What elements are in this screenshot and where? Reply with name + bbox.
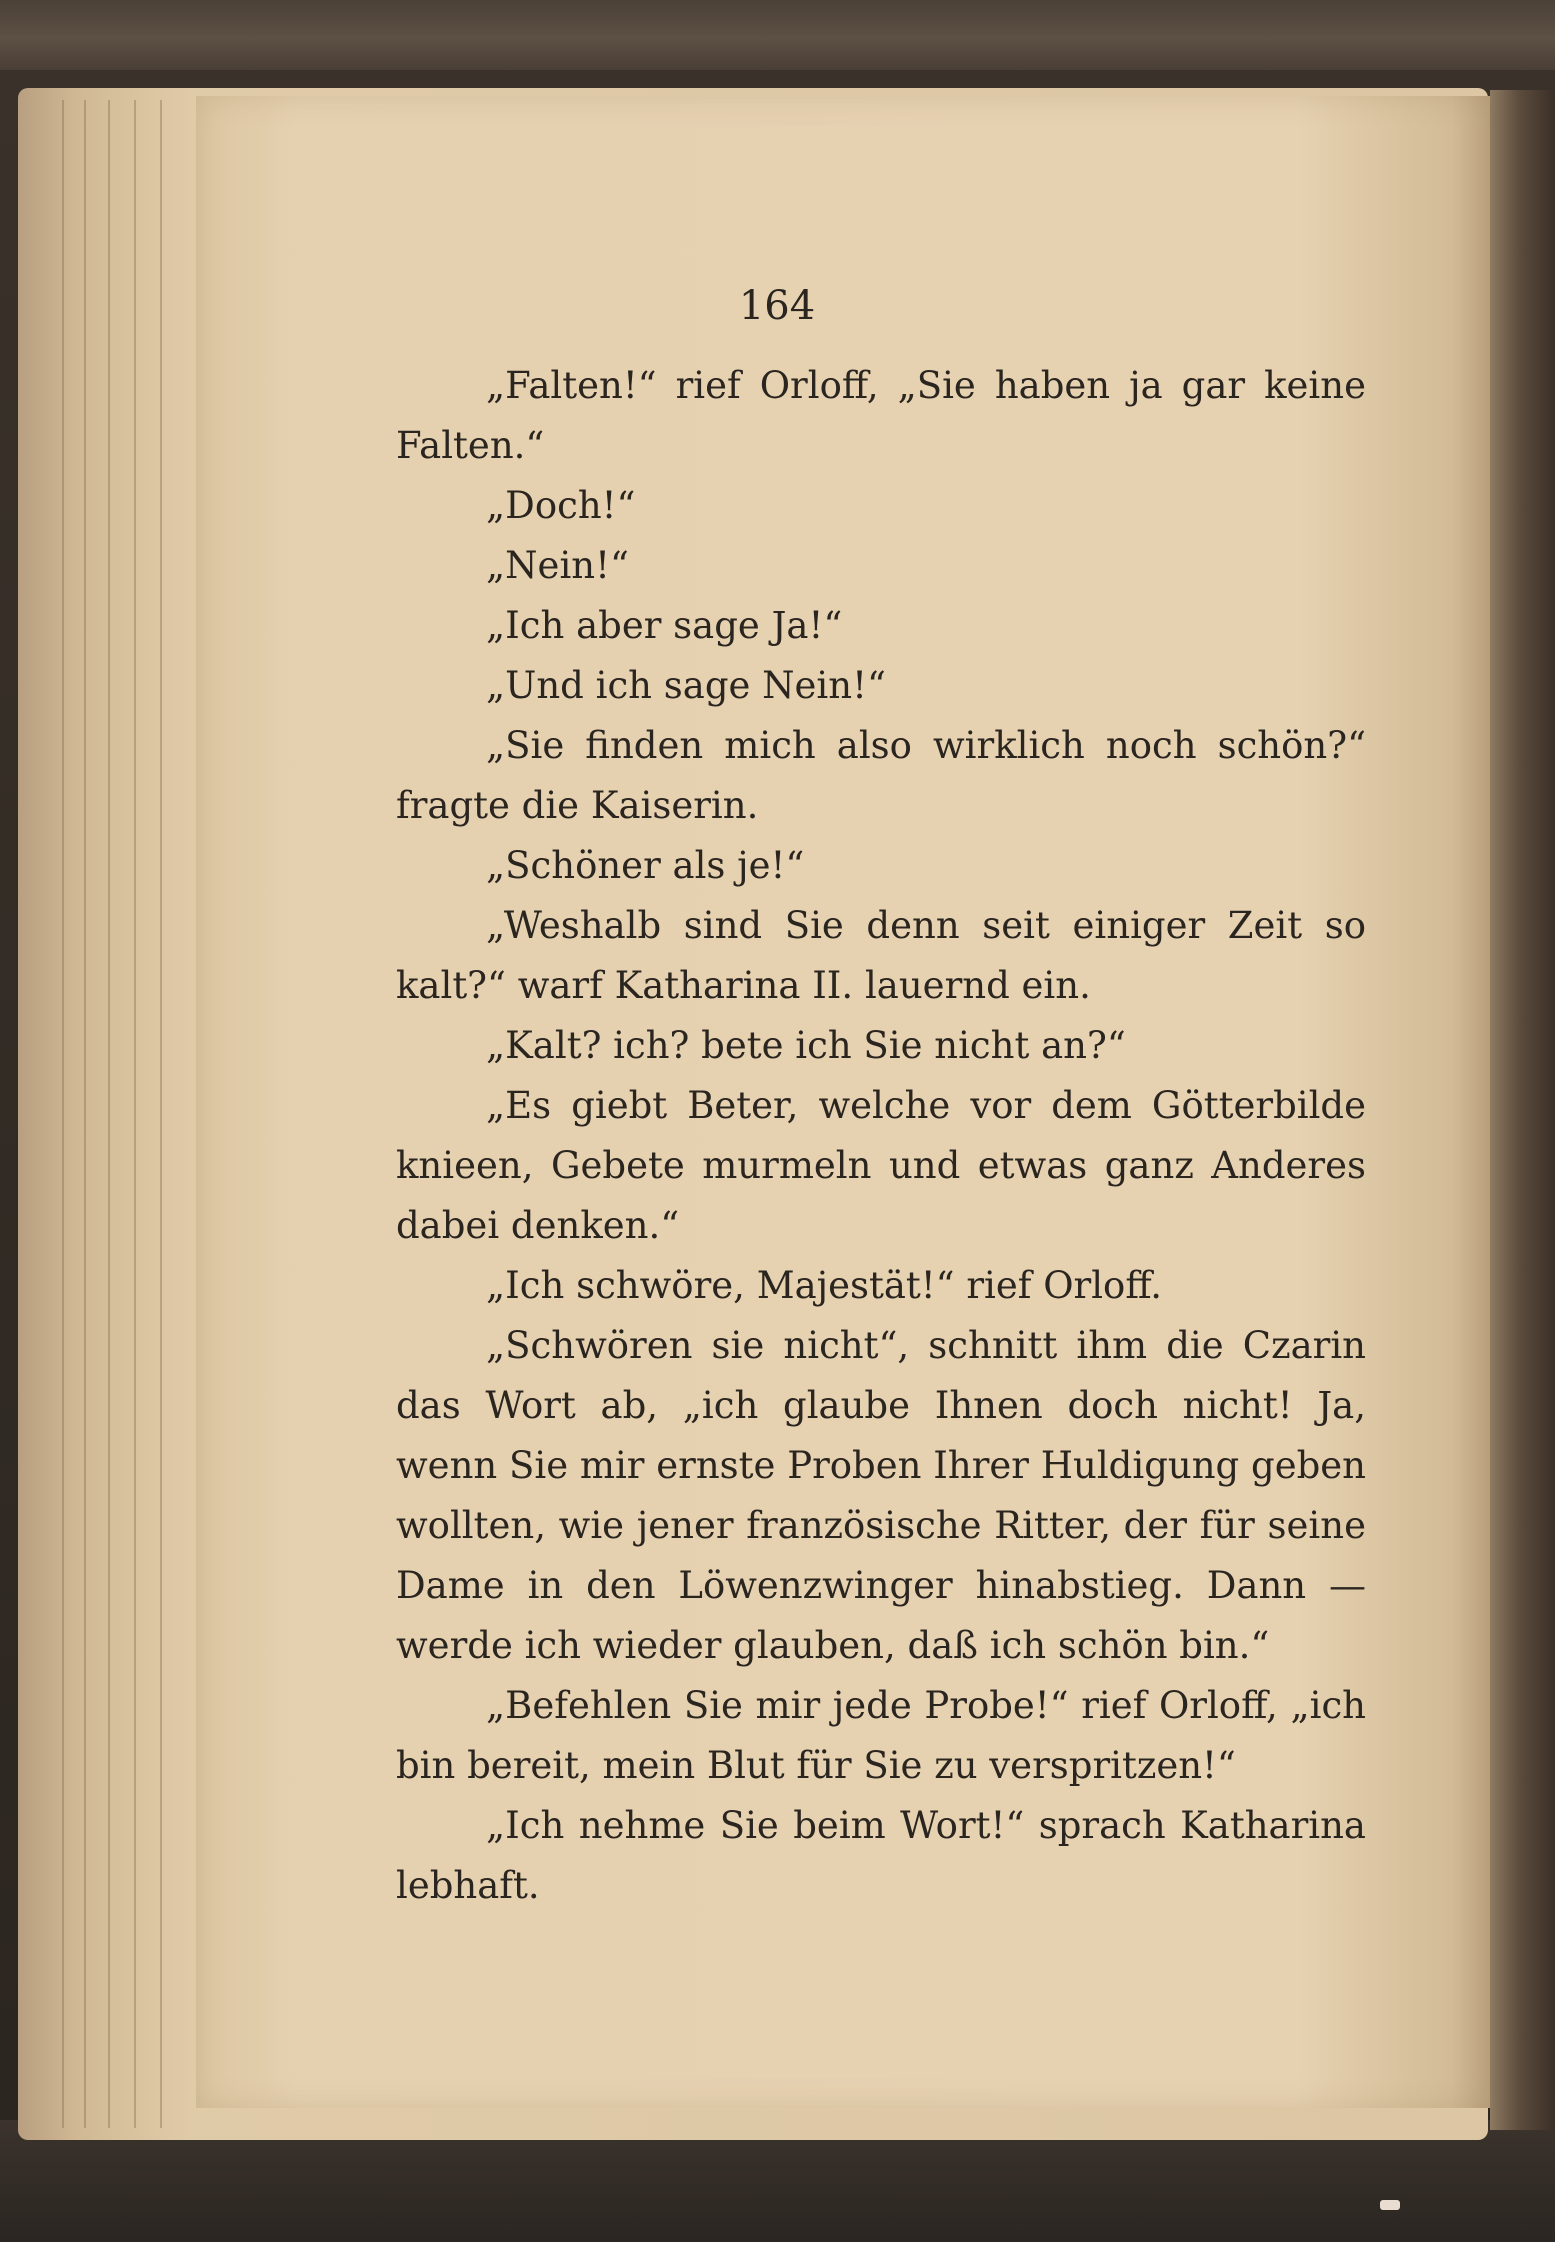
paragraph: „Ich nehme Sie beim Wort!“ sprach Katharina lebhaft. <box>396 1804 1366 1907</box>
body-text <box>396 356 1366 1916</box>
book-page <box>196 96 1490 2108</box>
paragraph: „Weshalb sind Sie denn seit einiger Zeit so kalt?“ warf Katharina II. lauernd ein. <box>396 904 1366 1007</box>
page-number: 164 <box>738 283 816 329</box>
page-edge <box>160 100 162 2128</box>
paragraph: „Schwören sie nicht“, schnitt ihm die Czarin das Wort ab, „ich glaube Ihnen doch nicht! Ja, wenn Sie mir ernste Proben Ihrer Huldigung geben wollten, wie jener französische Ritter, der für seine Dame in den Löwenzwinger hinabstieg. Dann — werde ich wieder glauben, daß ich schön bin.“ <box>396 1324 1366 1667</box>
paragraph: „Sie finden mich also wirklich noch schön?“ fragte die Kaiserin. <box>396 724 1366 827</box>
book-spine-shadow <box>1490 90 1555 2130</box>
page-edge <box>84 100 86 2128</box>
book-cover-top <box>0 0 1555 70</box>
paragraph: „Es giebt Beter, welche vor dem Götterbilde knieen, Gebete murmeln und etwas ganz Anderes dabei denken.“ <box>396 1084 1366 1247</box>
paragraph: „Und ich sage Nein!“ <box>486 664 886 707</box>
paragraph: „Ich schwöre, Majestät!“ rief Orloff. <box>486 1264 1163 1307</box>
cover-speck <box>1380 2200 1400 2210</box>
paragraph: „Doch!“ <box>486 484 636 527</box>
paragraph: „Nein!“ <box>486 544 629 587</box>
paragraph: „Kalt? ich? bete ich Sie nicht an?“ <box>486 1024 1126 1067</box>
page-edge <box>62 100 64 2128</box>
paragraph: „Falten!“ rief Orloff, „Sie haben ja gar keine Falten.“ <box>396 364 1366 467</box>
paragraph: „Schöner als je!“ <box>486 844 805 887</box>
page-edge <box>108 100 110 2128</box>
page-edge <box>134 100 136 2128</box>
paragraph: „Ich aber sage Ja!“ <box>486 604 843 647</box>
paragraph: „Befehlen Sie mir jede Probe!“ rief Orloff, „ich bin bereit, mein Blut für Sie zu verspritzen!“ <box>396 1684 1366 1787</box>
